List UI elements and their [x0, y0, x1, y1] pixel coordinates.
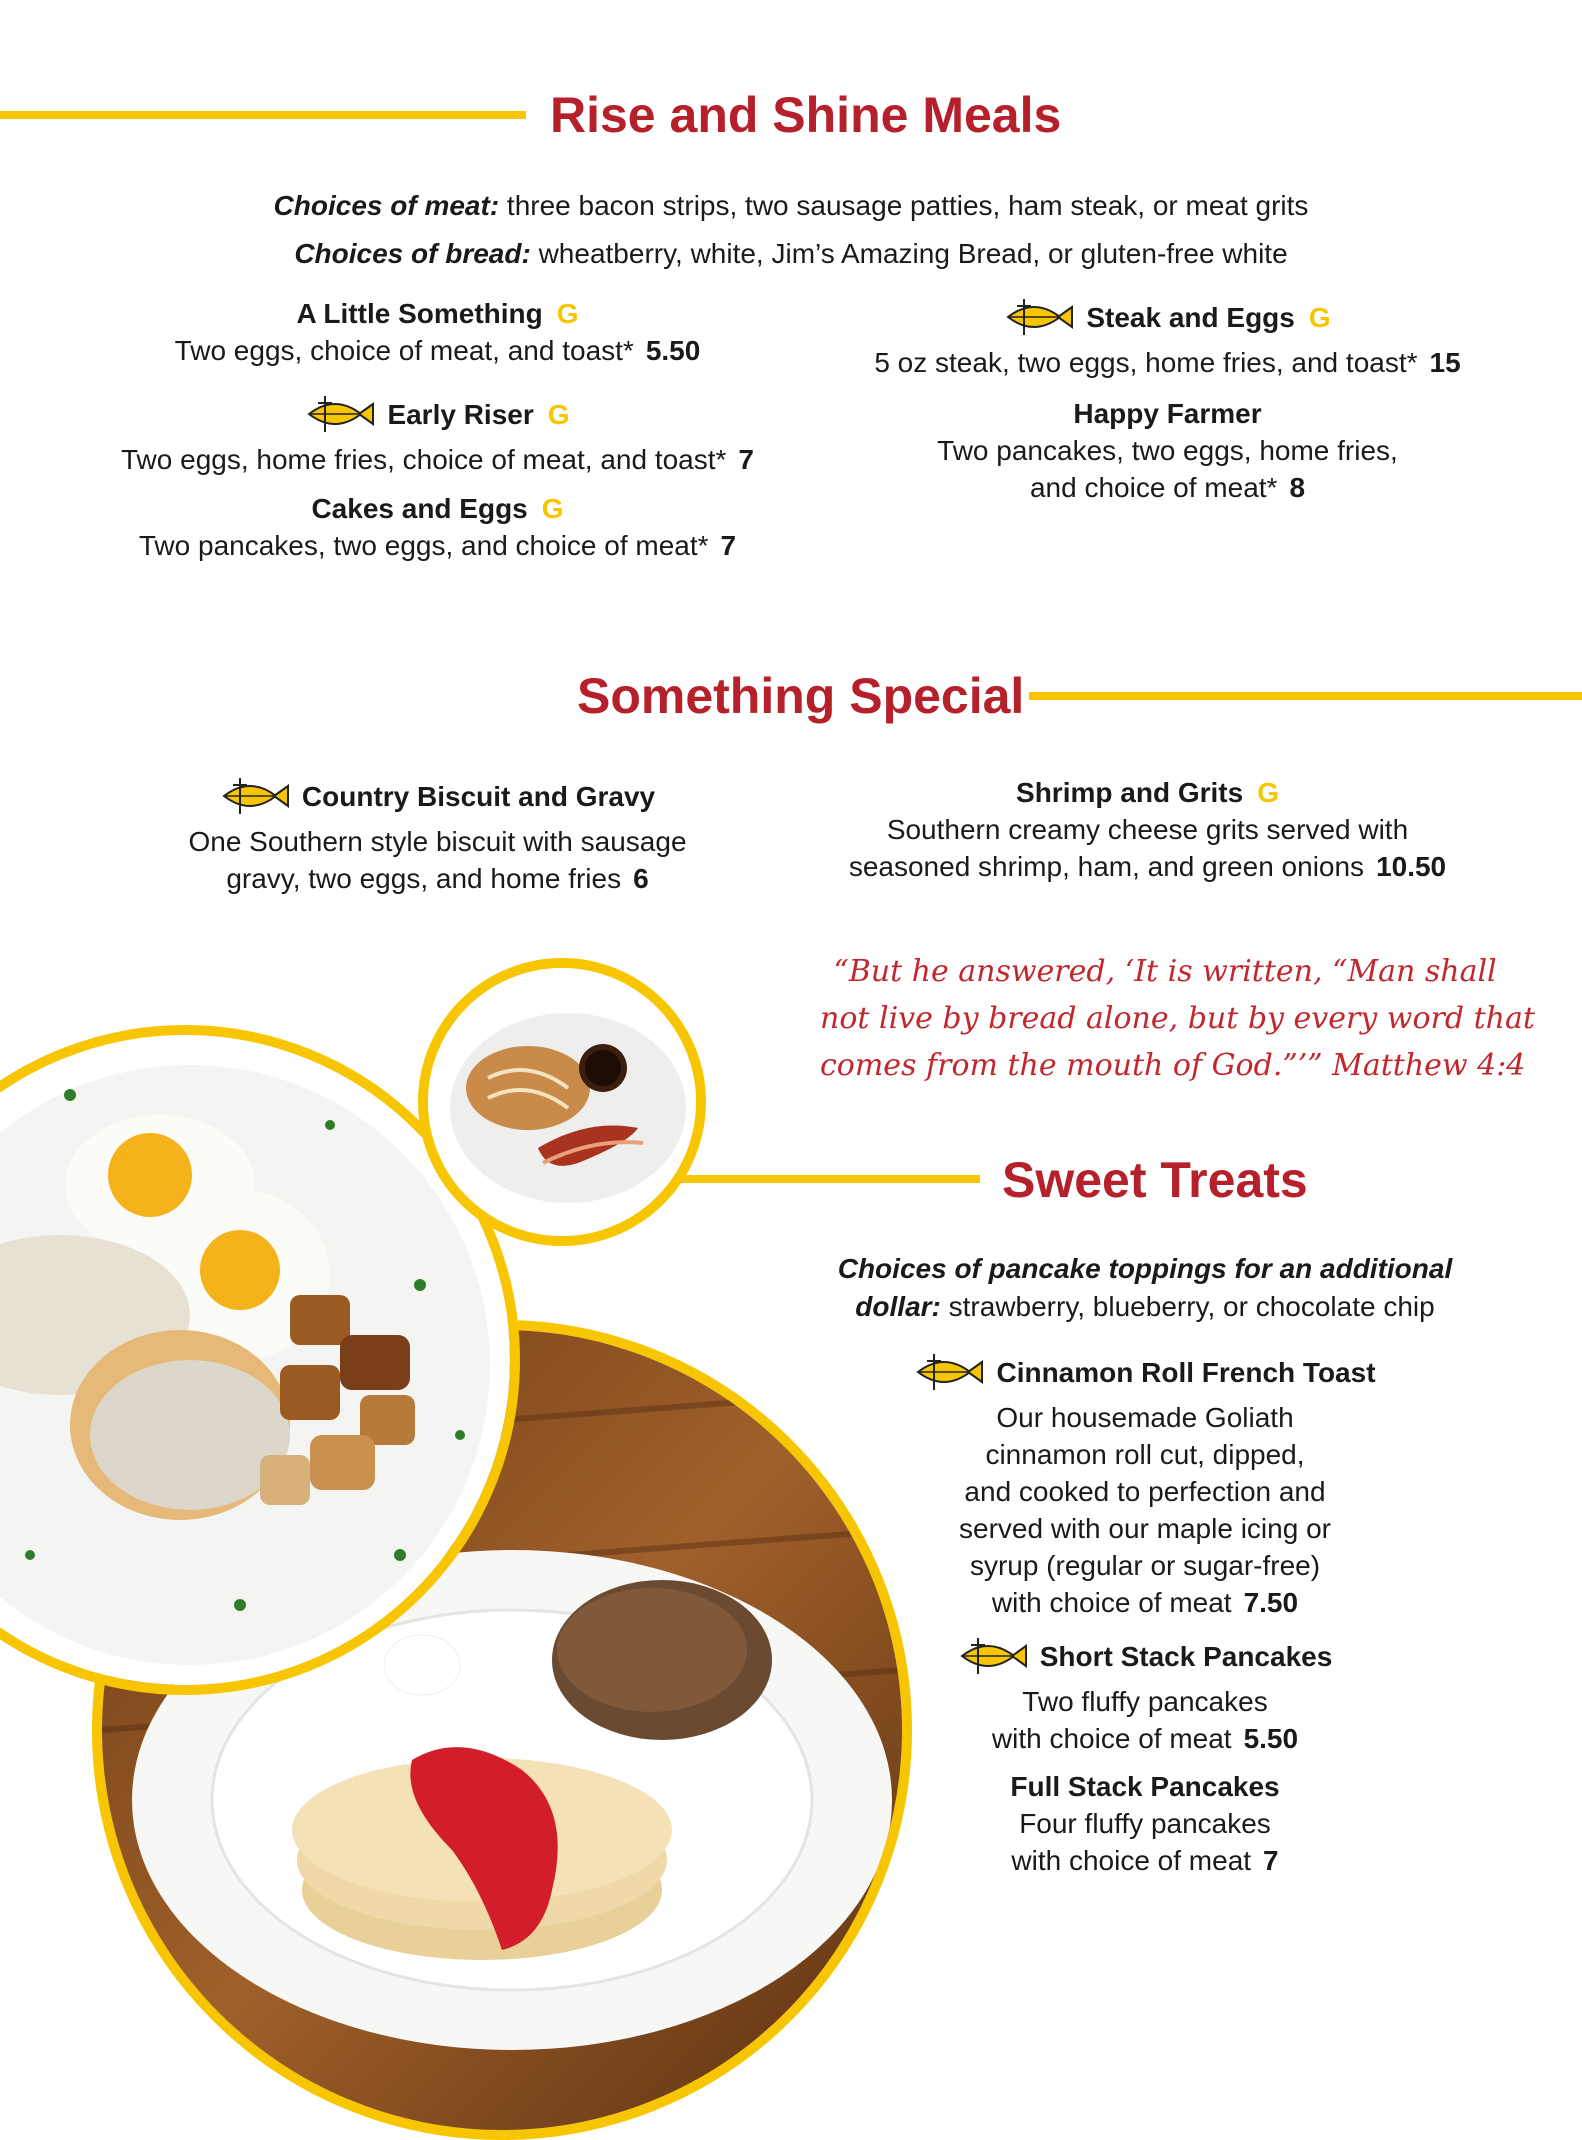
topping-choices — [800, 1250, 1490, 1326]
item-name: Shrimp and Grits G — [1016, 777, 1279, 808]
french-toast-photo — [418, 958, 706, 1246]
item-name: A Little Something G — [296, 298, 579, 329]
quote-line: not live by bread alone, but by every word that — [820, 1001, 1535, 1036]
gluten-free-mark: G — [547, 399, 570, 430]
item-name: Short Stack Pancakes — [800, 1634, 1490, 1683]
gluten-free-mark: G — [541, 493, 564, 524]
bread-choices-text: wheatberry, white, Jim’s Amazing Bread, or gluten-free white — [530, 238, 1288, 269]
item-description: Two eggs, home fries, choice of meat, and toast* 7 — [120, 444, 754, 475]
photo-connector-line — [680, 1175, 980, 1183]
item-description-line: syrup (regular or sugar-free) — [969, 1550, 1321, 1581]
item-price: 7.50 — [1243, 1587, 1299, 1618]
menu-item-happy-farmer — [810, 395, 1525, 506]
french-toast-photo-art — [428, 968, 696, 1236]
gluten-free-mark: G — [1257, 777, 1279, 808]
item-description: Two eggs, choice of meat, and toast* 5.50 — [174, 335, 701, 366]
item-price: 5.50 — [645, 335, 701, 366]
sweet-treats-heading: Sweet Treats — [1002, 1152, 1308, 1208]
gluten-free-mark: G — [556, 298, 579, 329]
item-description-line: Southern creamy cheese grits served with — [886, 814, 1409, 845]
item-price: 10.50 — [1376, 851, 1447, 882]
item-description-line: Two fluffy pancakes — [1022, 1686, 1268, 1717]
item-description-line: Four fluffy pancakes — [1019, 1808, 1271, 1839]
menu-item-country-biscuit-and-gravy — [80, 774, 795, 897]
item-price: 15 — [1429, 347, 1461, 378]
menu-item-cakes-and-eggs — [80, 490, 795, 564]
gluten-free-mark: G — [1308, 302, 1331, 333]
menu-item-short-stack-pancakes — [800, 1634, 1490, 1757]
item-price: 8 — [1289, 472, 1306, 503]
item-price: 7 — [738, 444, 754, 475]
fish-icon — [305, 392, 375, 441]
menu-item-early-riser — [80, 392, 795, 478]
item-price: 7 — [720, 530, 737, 561]
section-rule — [0, 111, 526, 119]
item-description-line: and cooked to perfection and — [964, 1476, 1326, 1507]
fish-icon — [958, 1634, 1028, 1683]
item-description: Two pancakes, two eggs, and choice of meat* 7 — [138, 530, 737, 561]
menu-item-steak-and-eggs — [810, 295, 1525, 381]
item-name: Full Stack Pancakes — [1010, 1771, 1280, 1802]
item-name: Cakes and Eggs G — [311, 493, 564, 524]
item-description: with choice of meat 7 — [1011, 1845, 1279, 1876]
menu-item-cinnamon-roll-french-toast — [800, 1350, 1490, 1621]
item-description: and choice of meat* 8 — [1029, 472, 1306, 503]
menu-item-a-little-something — [80, 295, 795, 369]
item-description-line: served with our maple icing or — [959, 1513, 1331, 1544]
item-description: gravy, two eggs, and home fries 6 — [226, 863, 649, 894]
fish-icon — [1004, 295, 1074, 344]
item-description-line: One Southern style biscuit with sausage — [188, 826, 687, 857]
item-name: Early Riser G — [80, 392, 795, 441]
rise-and-shine-heading: Rise and Shine Meals — [550, 87, 1062, 143]
item-description: with choice of meat 5.50 — [991, 1723, 1299, 1754]
quote-line: comes from the mouth of God.”’” Matthew 4:4 — [820, 1048, 1526, 1083]
scripture-quote — [820, 948, 1535, 1089]
item-description: 5 oz steak, two eggs, home fries, and toast* 15 — [874, 347, 1461, 378]
meat-choices-label: Choices of meat: — [273, 190, 500, 221]
item-description: with choice of meat 7.50 — [991, 1587, 1299, 1618]
item-description-line: Two pancakes, two eggs, home fries, — [937, 435, 1398, 466]
menu-item-full-stack-pancakes — [800, 1768, 1490, 1879]
item-price: 6 — [633, 863, 649, 894]
fish-icon — [914, 1350, 984, 1399]
menu-item-shrimp-and-grits — [790, 774, 1505, 885]
section-rule — [1029, 692, 1582, 700]
topping-choices-label-line: Choices of pancake toppings for an additional — [837, 1253, 1453, 1284]
meat-choices-text: three bacon strips, two sausage patties, ham steak, or meat grits — [499, 190, 1309, 221]
bread-choices — [0, 230, 1582, 278]
item-price: 7 — [1263, 1845, 1279, 1876]
meat-choices — [0, 182, 1582, 230]
quote-line: “But he answered, ‘It is written, “Man shall — [833, 954, 1497, 989]
item-name: Steak and Eggs G — [810, 295, 1525, 344]
item-price: 5.50 — [1243, 1723, 1299, 1754]
something-special-heading: Something Special — [577, 668, 1025, 724]
topping-choices-line: dollar: strawberry, blueberry, or chocolate chip — [855, 1291, 1435, 1322]
item-name: Country Biscuit and Gravy — [80, 774, 795, 823]
item-description: seasoned shrimp, ham, and green onions 10.50 — [848, 851, 1447, 882]
item-name: Cinnamon Roll French Toast — [800, 1350, 1490, 1399]
item-description-line: cinnamon roll cut, dipped, — [985, 1439, 1305, 1470]
item-name: Happy Farmer — [1073, 398, 1262, 429]
item-description-line: Our housemade Goliath — [996, 1402, 1294, 1433]
bread-choices-label: Choices of bread: — [294, 238, 531, 269]
fish-icon — [220, 774, 290, 823]
